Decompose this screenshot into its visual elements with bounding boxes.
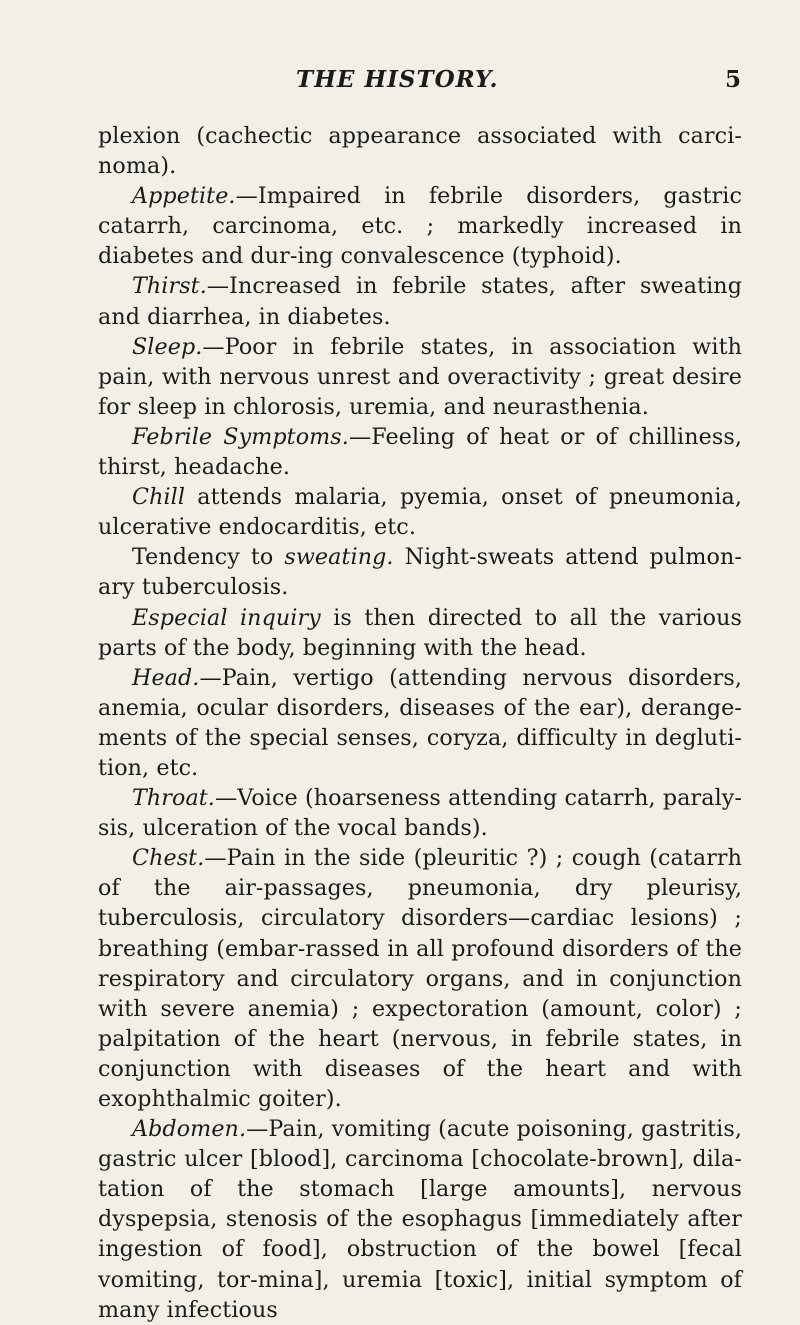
paragraph-lead: Sleep. bbox=[132, 333, 203, 360]
paragraph-sleep bbox=[98, 332, 742, 422]
paragraph-text: Night-sweats attend pulmon-ary tuberculosis. bbox=[98, 544, 742, 601]
paragraph-throat bbox=[98, 783, 742, 843]
paragraph-text: —Voice (hoarseness attending catarrh, paraly-sis, ulceration of the vocal bands). bbox=[98, 785, 742, 842]
paragraph-lead: Chill bbox=[132, 484, 186, 511]
paragraph-thirst bbox=[98, 271, 742, 331]
paragraph-especial-inquiry bbox=[98, 603, 742, 663]
paragraph-text: —Poor in febrile states, in association with pain, with nervous unrest and overactivity ; great desire for sleep in chlorosis, uremia, and neurasthenia. bbox=[98, 333, 742, 420]
paragraph-lead: Febrile Symptoms. bbox=[132, 423, 349, 450]
paragraph-lead: Throat. bbox=[132, 785, 215, 812]
paragraph-text: plexion (cachectic appearance associated with carci-noma). bbox=[98, 123, 742, 180]
body-text bbox=[98, 121, 742, 1325]
paragraph-text: —Increased in febrile states, after sweating and diarrhea, in diabetes. bbox=[98, 273, 742, 330]
paragraph-lead: Appetite. bbox=[132, 183, 236, 210]
paragraph-sweating bbox=[98, 542, 742, 602]
paragraph-abdomen bbox=[98, 1114, 742, 1325]
paragraph-text: —Pain in the side (pleuritic ?) ; cough (catarrh of the air-passages, pneumonia, dry pleurisy, tuberculosis, circulatory disorders—cardiac lesions) ; breathing (embar-rassed in all profound disorders of the respiratory and circulatory organs, and in conjunction with severe anemia) ; expectoration (amount, color) ; palpitation of the heart (nervous, in febrile states, in conjunction with diseases of the heart and with exophthalmic goiter). bbox=[98, 845, 742, 1112]
page-number: 5 bbox=[724, 66, 742, 93]
paragraph-lead: Head. bbox=[132, 664, 200, 691]
paragraph-text: —Feeling of heat or of chilliness, thirst, headache. bbox=[98, 423, 742, 481]
paragraph-lead: Especial inquiry bbox=[132, 604, 321, 631]
paragraph-lead: sweating. bbox=[284, 544, 394, 571]
paragraph-chest bbox=[98, 843, 742, 1114]
paragraph-text: —Pain, vertigo (attending nervous disorders, anemia, ocular disorders, diseases of the ear), derange-ments of the special senses, coryza, difficulty in degluti-tion, etc. bbox=[98, 664, 742, 781]
paragraph-febrile-symptoms bbox=[98, 422, 742, 482]
paragraph-chill bbox=[98, 482, 742, 542]
paragraph-continuation bbox=[98, 121, 742, 181]
paragraph-lead: Abdomen. bbox=[132, 1116, 247, 1143]
paragraph-text: —Impaired in febrile disorders, gastric catarrh, carcinoma, etc. ; markedly increased in diabetes and dur-ing convalescence (typhoid). bbox=[98, 183, 742, 270]
paragraph-before: Tendency to bbox=[132, 544, 285, 571]
running-head-title: THE HISTORY. bbox=[296, 66, 499, 93]
paragraph-text: —Pain, vomiting (acute poisoning, gastritis, gastric ulcer [blood], carcinoma [chocolate-brown], dila-tation of the stomach [large amounts], nervous dyspepsia, stenosis of the esophagus [immediately after ingestion of food], obstruction of the bowel [fecal vomiting, tor-mina], uremia [toxic], initial symptom of many infectious bbox=[98, 1116, 742, 1323]
paragraph-text: is then directed to all the various parts of the body, beginning with the head. bbox=[98, 604, 743, 661]
paragraph-head bbox=[98, 663, 742, 783]
paragraph-text: attends malaria, pyemia, onset of pneumonia, ulcerative endocarditis, etc. bbox=[98, 484, 742, 541]
paragraph-appetite bbox=[98, 181, 742, 271]
paragraph-lead: Thirst. bbox=[132, 273, 207, 300]
paragraph-lead: Chest. bbox=[132, 845, 205, 872]
